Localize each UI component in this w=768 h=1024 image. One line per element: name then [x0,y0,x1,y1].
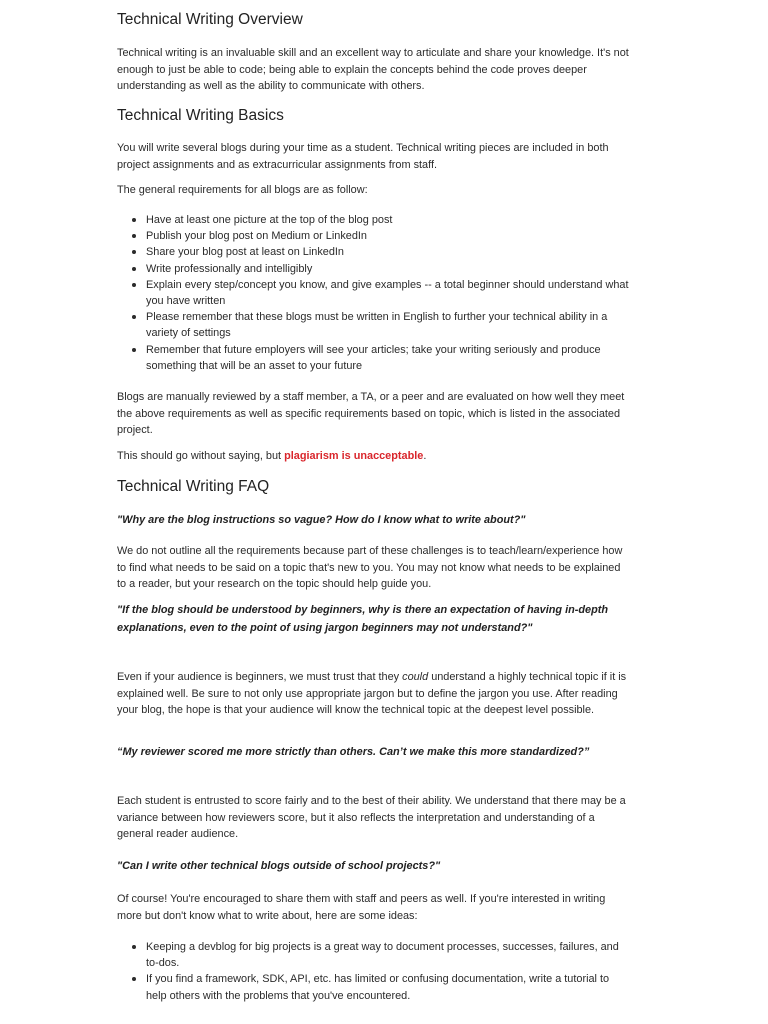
bullet-icon [132,234,136,238]
list-item [117,228,632,244]
faq-question-4: "Can I write other technical blogs outside of school projects?" [117,860,441,872]
bullet-icon [132,945,136,949]
faq-question-3: “My reviewer scored me more strictly than others. Can’t we make this more standardized?” [117,746,590,758]
bullet-icon [132,348,136,352]
plagiarism-text-before: This should go without saying, but [117,450,285,462]
list-item [117,277,632,309]
faq-question-1: "Why are the blog instructions so vague? How do I know what to write about?" [117,514,526,526]
list-item-text: Keeping a devblog for big projects is a great way to document processes, successes, failures, and to-dos. [146,941,619,970]
plagiarism-paragraph [117,448,632,465]
list-item [117,342,632,374]
bullet-icon [132,267,136,271]
faq-answer-4: Of course! You're encouraged to share them with staff and peers as well. If you're interested in writing more but don't know what to write about, here are some ideas: [117,893,606,922]
list-item-text: Publish your blog post on Medium or LinkedIn [146,230,367,243]
faq-answer-2-before: Even if your audience is beginners, we must trust that they [117,671,403,683]
bullet-icon [132,977,136,981]
list-item [117,939,632,971]
list-item-text: Please remember that these blogs must be written in English to further your technical ability in a variety of settings [146,311,608,340]
faq-answer-1: We do not outline all the requirements because part of these challenges is to teach/learn/experience how to find what needs to be said on a topic that's new to you. You may not know what needs to be explained to a reader, but your research on the topic should help guide you. [117,545,623,590]
bullet-icon [132,218,136,222]
faq-answer-2-after: understand a highly technical topic if it is explained well. Be sure to not only use appropriate jargon but to define the jargon you use. After reading your blog, the hope is that your audience will know the technical topic at the deepest level possible. [117,671,627,716]
list-item-text: Write professionally and intelligibly [146,262,313,275]
list-item-text: Explain every step/concept you know, and give examples -- a total beginner should understand what you have written [146,278,629,308]
basics-paragraph-2: The general requirements for all blogs are as follow: [117,184,368,196]
requirements-list [117,212,632,374]
plagiarism-text-after: . [423,450,427,462]
overview-heading: Technical Writing Overview [117,11,303,28]
list-item-text: If you find a framework, SDK, API, etc. has limited or confusing documentation, write a tutorial to help others with the problems that you've encountered. [146,973,610,1002]
list-item-text: Share your blog post at least on LinkedIn [146,246,344,259]
review-paragraph: Blogs are manually reviewed by a staff member, a TA, or a peer and are evaluated on how well they meet the above requirements as well as specific requirements based on topic, which is listed in the associated project. [117,391,625,436]
list-item [117,971,632,1003]
faq-heading: Technical Writing FAQ [117,478,270,495]
faq-answer-2-emphasis: could [402,671,429,683]
basics-paragraph-1: You will write several blogs during your time as a student. Technical writing pieces are included in both project assignments and as extracurricular assignments from staff. [117,142,609,171]
plagiarism-warning: plagiarism is unacceptable [284,450,424,462]
basics-heading: Technical Writing Basics [117,107,284,124]
list-item [117,261,632,277]
bullet-icon [132,283,136,287]
bullet-icon [132,315,136,319]
faq-answer-3: Each student is entrusted to score fairly and to the best of their ability. We understand that there may be a variance between how reviewers score, but it also reflects the interpretation and understanding of a general reader audience. [117,795,626,840]
list-item-text: Have at least one picture at the top of the blog post [146,214,393,226]
faq-answer-2 [117,669,632,719]
list-item [117,212,632,228]
overview-paragraph: Technical writing is an invaluable skill and an excellent way to articulate and share your knowledge. It's not enough to just be able to code; being able to explain the concepts behind the code proves deeper understanding as well as the ability to communicate with others. [117,47,629,92]
bullet-icon [132,250,136,254]
list-item [117,309,632,341]
list-item-text: Remember that future employers will see your articles; take your writing seriously and produce something that will be an asset to your future [146,343,601,372]
ideas-list [117,939,632,1004]
faq-question-2: "If the blog should be understood by beginners, why is there an expectation of having in-depth explanations, even to the point of using jargon beginners may not understand?" [117,604,609,634]
list-item [117,244,632,260]
